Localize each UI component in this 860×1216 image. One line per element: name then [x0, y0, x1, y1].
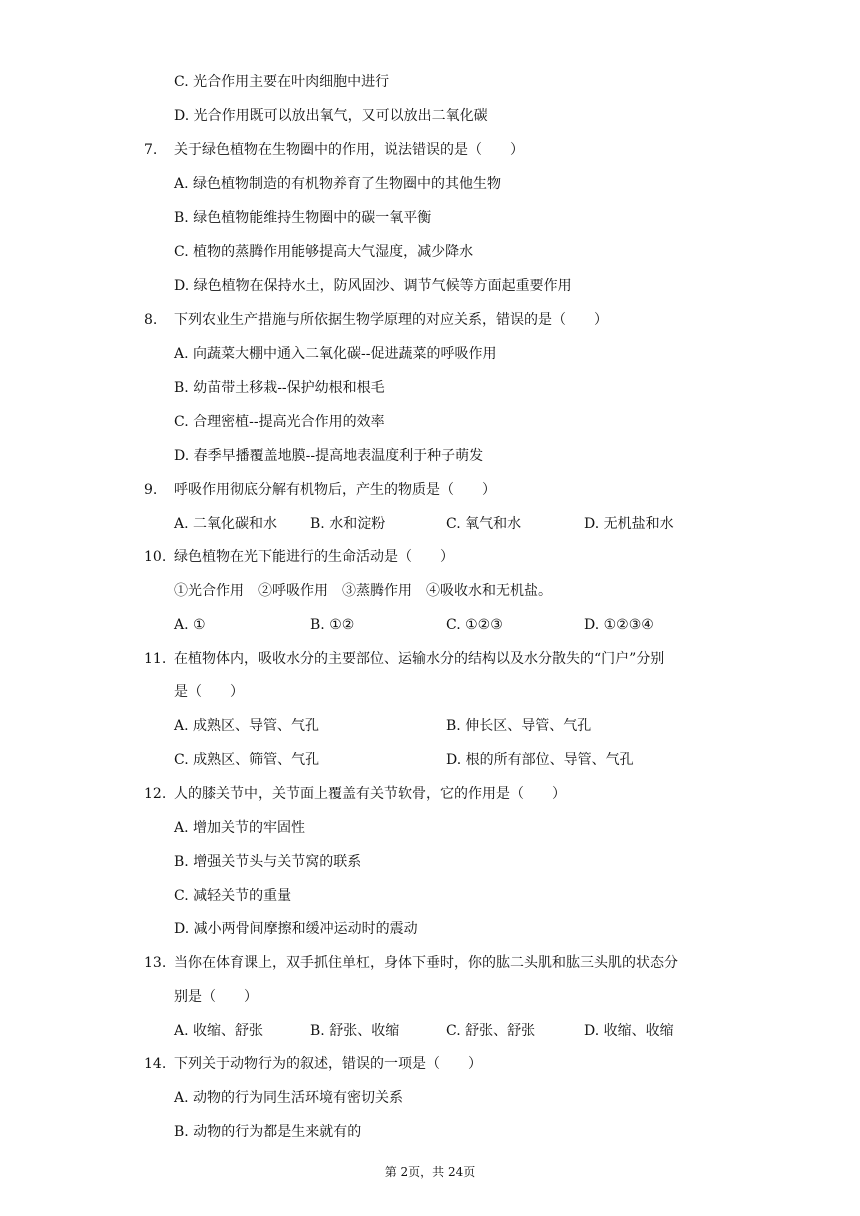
- question-stem: 在植物体内，吸收水分的主要部位、运输水分的结构以及水分散失的“门户”分别: [174, 651, 665, 667]
- prev-option-d: D. 光合作用既可以放出氧气，又可以放出二氧化碳: [174, 108, 488, 124]
- option-a: A. 二氧化碳和水: [174, 516, 278, 532]
- option-b: B. 水和淀粉: [310, 516, 386, 532]
- option-a: A. 收缩、舒张: [174, 1023, 264, 1039]
- question-number: 11.: [144, 651, 167, 667]
- question-stem-continued: 是（ ）: [174, 684, 244, 700]
- option-a: A. ①: [174, 617, 206, 633]
- question-number: 13.: [144, 955, 167, 971]
- option-b: B. 绿色植物能维持生物圈中的碳一氧平衡: [174, 210, 432, 226]
- option-c: C. 植物的蒸腾作用能够提高大气湿度，减少降水: [174, 244, 474, 260]
- option-c: C. 舒张、舒张: [446, 1023, 536, 1039]
- question-stem: 关于绿色植物在生物圈中的作用，说法错误的是（ ）: [174, 142, 524, 158]
- option-a: A. 成熟区、导管、气孔: [174, 718, 320, 734]
- option-a: A. 绿色植物制造的有机物养育了生物圈中的其他生物: [174, 176, 502, 192]
- question-stem: 呼吸作用彻底分解有机物后，产生的物质是（ ）: [174, 482, 496, 498]
- option-d: D. 绿色植物在保持水土，防风固沙、调节气候等方面起重要作用: [174, 278, 572, 294]
- option-a: A. 增加关节的牢固性: [174, 820, 306, 836]
- option-b: B. 动物的行为都是生来就有的: [174, 1124, 362, 1140]
- question-number: 7.: [144, 142, 158, 158]
- question-stem: 人的膝关节中，关节面上覆盖有关节软骨，它的作用是（ ）: [174, 786, 566, 802]
- option-c: C. 成熟区、筛管、气孔: [174, 752, 320, 768]
- prev-option-c: C. 光合作用主要在叶肉细胞中进行: [174, 74, 390, 90]
- option-d: D. 根的所有部位、导管、气孔: [446, 752, 634, 768]
- option-b: B. 幼苗带土移栽--保护幼根和根毛: [174, 380, 385, 396]
- option-b: B. 伸长区、导管、气孔: [446, 718, 592, 734]
- page-footer: 第 2页，共 24页: [384, 1165, 476, 1179]
- option-c: C. ①②③: [446, 617, 503, 633]
- option-b: B. 增强关节头与关节窝的联系: [174, 854, 362, 870]
- question-number: 8.: [144, 312, 158, 328]
- question-number: 12.: [144, 786, 167, 802]
- option-b: B. 舒张、收缩: [310, 1023, 400, 1039]
- question-number: 14.: [144, 1056, 167, 1072]
- option-d: D. ①②③④: [584, 617, 654, 633]
- option-a: A. 向蔬菜大棚中通入二氧化碳--促进蔬菜的呼吸作用: [174, 346, 497, 362]
- question-stem: 下列农业生产措施与所依据生物学原理的对应关系，错误的是（ ）: [174, 312, 608, 328]
- option-c: C. 合理密植--提高光合作用的效率: [174, 414, 385, 430]
- option-d: D. 减小两骨间摩擦和缓冲运动时的震动: [174, 921, 418, 937]
- option-d: D. 春季早播覆盖地膜--提高地表温度利于种子萌发: [174, 448, 484, 464]
- option-c: C. 氧气和水: [446, 516, 522, 532]
- question-extra: ①光合作用 ②呼吸作用 ③蒸腾作用 ④吸收水和无机盐。: [174, 583, 552, 599]
- question-stem: 下列关于动物行为的叙述，错误的一项是（ ）: [174, 1056, 482, 1072]
- question-stem: 当你在体育课上，双手抓住单杠，身体下垂时，你的肱二头肌和肱三头肌的状态分: [174, 955, 678, 971]
- question-stem: 绿色植物在光下能进行的生命活动是（ ）: [174, 549, 454, 565]
- question-number: 9.: [144, 482, 158, 498]
- option-d: D. 收缩、收缩: [584, 1023, 674, 1039]
- question-number: 10.: [144, 549, 167, 565]
- option-b: B. ①②: [310, 617, 355, 633]
- option-c: C. 减轻关节的重量: [174, 888, 292, 904]
- option-a: A. 动物的行为同生活环境有密切关系: [174, 1090, 404, 1106]
- option-d: D. 无机盐和水: [584, 516, 674, 532]
- question-stem-continued: 别是（ ）: [174, 989, 258, 1005]
